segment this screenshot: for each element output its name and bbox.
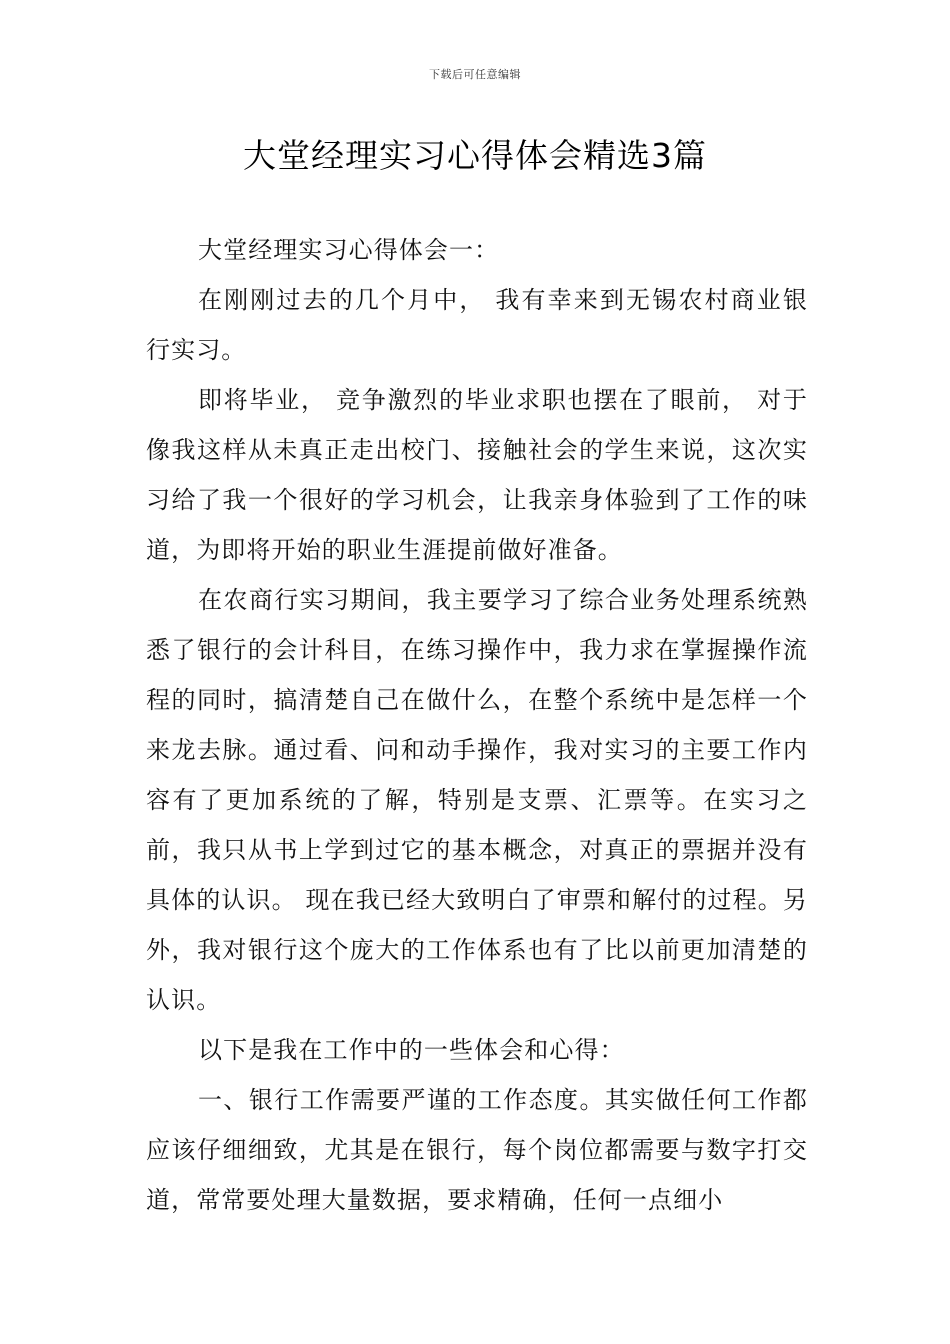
header-note: 下载后可任意编辑 [429, 68, 521, 81]
document-body [146, 225, 808, 1225]
paragraph: 一、银行工作需要严谨的工作态度。其实做任何工作都应该仔细细致，尤其是在银行，每个岗位都需要与数字打交道，常常要处理大量数据，要求精确，任何一点细小 [146, 1086, 808, 1214]
document-title: 大堂经理实习心得体会精选3篇 [243, 136, 707, 175]
paragraph: 在农商行实习期间，我主要学习了综合业务处理系统熟悉了银行的会计科目，在练习操作中，我力求在掌握操作流程的同时，搞清楚自己在做什么，在整个系统中是怎样一个来龙去脉。通过看、问和动手操作，我对实习的主要工作内容有了更加系统的了解，特别是支票、汇票等。在实习之前，我只从书上学到过它的基本概念，对真正的票据并没有具体的认识。 现在我已经大致明白了审票和解付的过程。另外，我对银行这个庞大的工作体系也有了比以前更加清楚的认识。 [146, 586, 808, 1014]
paragraph: 在刚刚过去的几个月中， 我有幸来到无锡农村商业银行实习。 [146, 286, 808, 364]
paragraph-section-heading: 大堂经理实习心得体会一： [198, 236, 500, 264]
paragraph: 即将毕业， 竞争激烈的毕业求职也摆在了眼前， 对于像我这样从未真正走出校门、接触社会的学生来说，这次实习给了我一个很好的学习机会，让我亲身体验到了工作的味道，为即将开始的职业生涯提前做好准备。 [146, 386, 808, 564]
paragraph: 以下是我在工作中的一些体会和心得： [198, 1036, 625, 1064]
